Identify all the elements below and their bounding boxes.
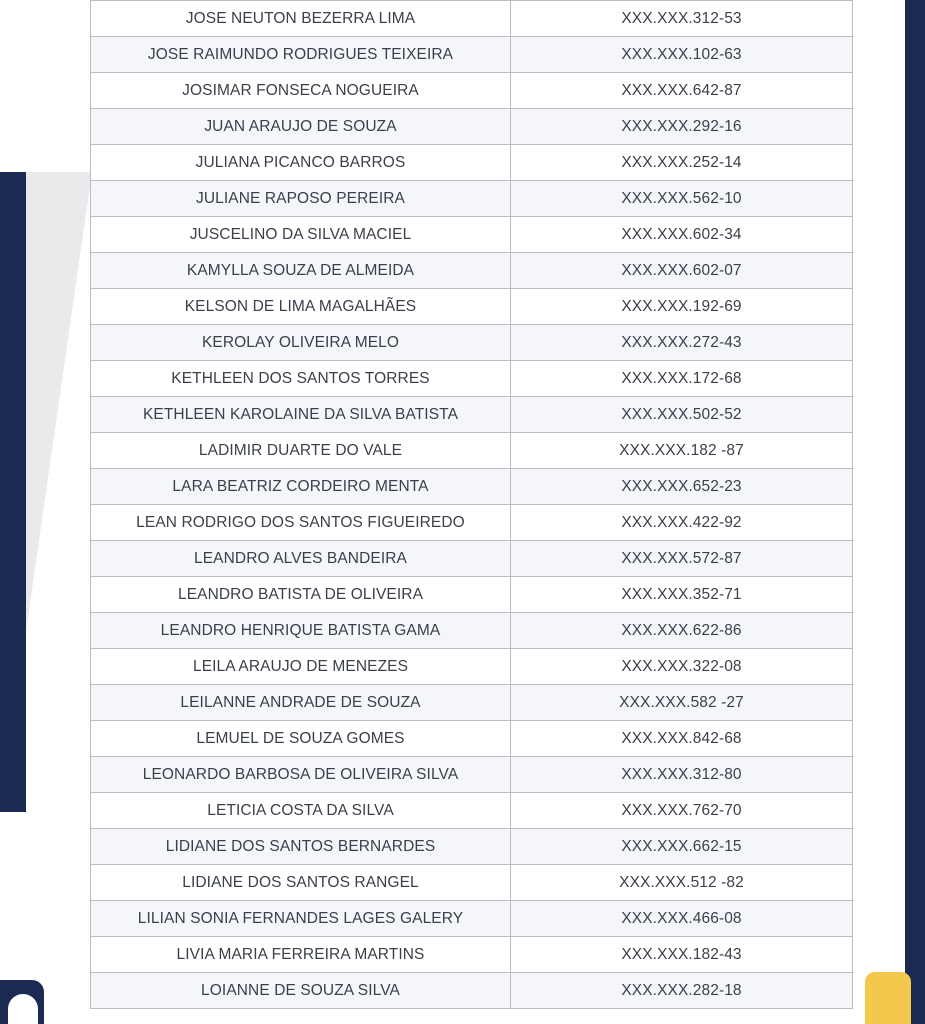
cell-name: LARA BEATRIZ CORDEIRO MENTA (91, 469, 511, 505)
table-row (91, 757, 853, 793)
table-row (91, 577, 853, 613)
cell-name: LEANDRO ALVES BANDEIRA (91, 541, 511, 577)
cell-name: JOSE NEUTON BEZERRA LIMA (91, 1, 511, 37)
table-row (91, 73, 853, 109)
cell-document-number: XXX.XXX.622-86 (511, 613, 853, 649)
cell-document-number: XXX.XXX.662-15 (511, 829, 853, 865)
table-row (91, 901, 853, 937)
cell-document-number: XXX.XXX.292-16 (511, 109, 853, 145)
cell-name: LEAN RODRIGO DOS SANTOS FIGUEIREDO (91, 505, 511, 541)
decorative-yellow-tab (865, 972, 911, 1024)
cell-document-number: XXX.XXX.352-71 (511, 577, 853, 613)
cell-document-number: XXX.XXX.762-70 (511, 793, 853, 829)
table-row (91, 253, 853, 289)
table-row (91, 721, 853, 757)
cell-name: JOSE RAIMUNDO RODRIGUES TEIXEIRA (91, 37, 511, 73)
cell-document-number: XXX.XXX.422-92 (511, 505, 853, 541)
table-row (91, 433, 853, 469)
cell-name: LEANDRO BATISTA DE OLIVEIRA (91, 577, 511, 613)
cell-document-number: XXX.XXX.602-07 (511, 253, 853, 289)
cell-document-number: XXX.XXX.322-08 (511, 649, 853, 685)
cell-name: LIDIANE DOS SANTOS RANGEL (91, 865, 511, 901)
cell-document-number: XXX.XXX.502-52 (511, 397, 853, 433)
cell-name: LEONARDO BARBOSA DE OLIVEIRA SILVA (91, 757, 511, 793)
cell-name: JOSIMAR FONSECA NOGUEIRA (91, 73, 511, 109)
cell-document-number: XXX.XXX.272-43 (511, 325, 853, 361)
table-row (91, 145, 853, 181)
table-row (91, 685, 853, 721)
document-sheet (90, 0, 834, 1009)
cell-name: LADIMIR DUARTE DO VALE (91, 433, 511, 469)
cell-name: KELSON DE LIMA MAGALHÃES (91, 289, 511, 325)
decorative-left-navy-bar (0, 172, 26, 812)
table-row (91, 649, 853, 685)
cell-name: KETHLEEN KAROLAINE DA SILVA BATISTA (91, 397, 511, 433)
table-row (91, 109, 853, 145)
cell-document-number: XXX.XXX.192-69 (511, 289, 853, 325)
cell-name: LOIANNE DE SOUZA SILVA (91, 973, 511, 1009)
cell-document-number: XXX.XXX.642-87 (511, 73, 853, 109)
decorative-right-navy-bar (905, 0, 925, 1024)
cell-name: JUSCELINO DA SILVA MACIEL (91, 217, 511, 253)
cell-name: JUAN ARAUJO DE SOUZA (91, 109, 511, 145)
table-row (91, 37, 853, 73)
cell-name: LIDIANE DOS SANTOS BERNARDES (91, 829, 511, 865)
cell-name: LIVIA MARIA FERREIRA MARTINS (91, 937, 511, 973)
table-row (91, 505, 853, 541)
cell-name: KETHLEEN DOS SANTOS TORRES (91, 361, 511, 397)
cell-document-number: XXX.XXX.312-80 (511, 757, 853, 793)
cell-document-number: XXX.XXX.182 -87 (511, 433, 853, 469)
cell-name: KAMYLLA SOUZA DE ALMEIDA (91, 253, 511, 289)
cell-document-number: XXX.XXX.572-87 (511, 541, 853, 577)
cell-document-number: XXX.XXX.252-14 (511, 145, 853, 181)
cell-document-number: XXX.XXX.282-18 (511, 973, 853, 1009)
cell-name: LEILANNE ANDRADE DE SOUZA (91, 685, 511, 721)
cell-name: JULIANE RAPOSO PEREIRA (91, 181, 511, 217)
cell-document-number: XXX.XXX.562-10 (511, 181, 853, 217)
names-table-body (91, 1, 853, 1009)
names-table (90, 0, 853, 1009)
cell-name: JULIANA PICANCO BARROS (91, 145, 511, 181)
cell-document-number: XXX.XXX.172-68 (511, 361, 853, 397)
cell-name: LETICIA COSTA DA SILVA (91, 793, 511, 829)
cell-document-number: XXX.XXX.582 -27 (511, 685, 853, 721)
table-row (91, 217, 853, 253)
table-row (91, 937, 853, 973)
cell-name: LEANDRO HENRIQUE BATISTA GAMA (91, 613, 511, 649)
cell-document-number: XXX.XXX.466-08 (511, 901, 853, 937)
cell-document-number: XXX.XXX.652-23 (511, 469, 853, 505)
cell-name: KEROLAY OLIVEIRA MELO (91, 325, 511, 361)
table-row (91, 1, 853, 37)
cell-document-number: XXX.XXX.842-68 (511, 721, 853, 757)
cell-document-number: XXX.XXX.102-63 (511, 37, 853, 73)
table-row (91, 289, 853, 325)
table-row (91, 829, 853, 865)
table-row (91, 793, 853, 829)
decorative-left-badge-inner (8, 994, 38, 1024)
table-row (91, 325, 853, 361)
cell-name: LEILA ARAUJO DE MENEZES (91, 649, 511, 685)
table-row (91, 397, 853, 433)
table-row (91, 865, 853, 901)
cell-document-number: XXX.XXX.602-34 (511, 217, 853, 253)
table-row (91, 973, 853, 1009)
cell-name: LILIAN SONIA FERNANDES LAGES GALERY (91, 901, 511, 937)
table-row (91, 181, 853, 217)
cell-document-number: XXX.XXX.182-43 (511, 937, 853, 973)
cell-name: LEMUEL DE SOUZA GOMES (91, 721, 511, 757)
table-row (91, 613, 853, 649)
cell-document-number: XXX.XXX.312-53 (511, 1, 853, 37)
table-row (91, 469, 853, 505)
table-row (91, 361, 853, 397)
table-row (91, 541, 853, 577)
cell-document-number: XXX.XXX.512 -82 (511, 865, 853, 901)
